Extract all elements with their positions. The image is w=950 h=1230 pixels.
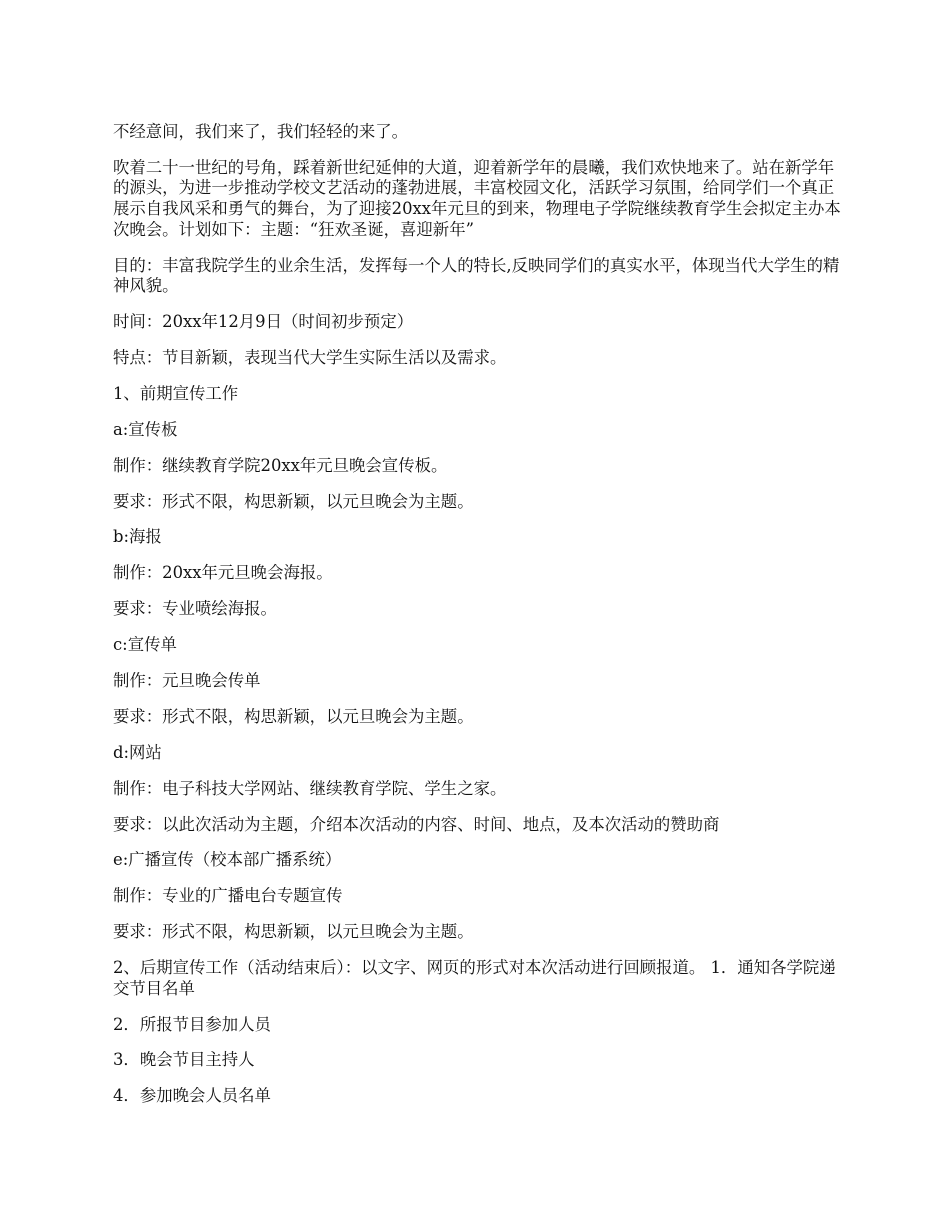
item-c-title: c:宣传单 [113, 635, 177, 655]
paragraph-purpose: 目的：丰富我院学生的业余生活，发挥每一个人的特长,反映同学们的真实水平，体现当代大学生的精神风貌。 [113, 255, 840, 296]
item-b-requirement: 要求：专业喷绘海报。 [113, 599, 277, 619]
paragraph-intro: 不经意间，我们来了，我们轻轻的来了。 [113, 122, 409, 141]
item-d-title: d:网站 [113, 742, 162, 762]
item-a-production: 制作：继续教育学院20xx年元旦晚会宣传板。 [113, 455, 448, 475]
list-item-2: 2．所报节目参加人员 [113, 1014, 271, 1034]
section-heading-pre-promotion: 1、前期宣传工作 [113, 383, 239, 403]
item-d-requirement: 要求：以此次活动为主题，介绍本次活动的内容、时间、地点，及本次活动的赞助商 [113, 814, 720, 834]
item-e-production: 制作：专业的广播电台专题宣传 [113, 886, 343, 906]
paragraph-time: 时间：20xx年12月9日（时间初步预定） [113, 312, 414, 332]
item-e-requirement: 要求：形式不限，构思新颖，以元旦晚会为主题。 [113, 922, 474, 942]
item-d-production: 制作：电子科技大学网站、继续教育学院、学生之家。 [113, 778, 507, 798]
list-item-4: 4．参加晚会人员名单 [113, 1086, 271, 1106]
item-a-requirement: 要求：形式不限，构思新颖，以元旦晚会为主题。 [113, 491, 474, 511]
document-page [113, 122, 843, 1122]
list-item-3: 3．晚会节目主持人 [113, 1050, 255, 1070]
paragraph-features: 特点：节目新颖，表现当代大学生实际生活以及需求。 [113, 347, 507, 367]
item-b-production: 制作：20xx年元旦晚会海报。 [113, 563, 333, 583]
item-a-title: a:宣传板 [113, 419, 178, 439]
paragraph-background: 吹着二十一世纪的号角，踩着新世纪延伸的大道，迎着新学年的晨曦，我们欢快地来了。站在新学年的源头，为进一步推动学校文艺活动的蓬勃进展，丰富校园文化，活跃学习氛围，给同学们一个真正展示自我风采和勇气的舞台，为了迎接20xx年元旦的到来，物理电子学院继续教育学生会拟定主办本次晚会。计划如下：主题：“狂欢圣诞，喜迎新年” [113, 157, 841, 239]
item-c-production: 制作：元旦晚会传单 [113, 670, 261, 690]
section-heading-post-promotion: 2、后期宣传工作（活动结束后）：以文字、网页的形式对本次活动进行回顾报道。 1．通知各学院递交节目名单 [113, 958, 836, 998]
item-e-title: e:广播宣传（校本部广播系统） [113, 850, 342, 870]
item-b-title: b:海报 [113, 527, 162, 547]
item-c-requirement: 要求：形式不限，构思新颖，以元旦晚会为主题。 [113, 706, 474, 726]
